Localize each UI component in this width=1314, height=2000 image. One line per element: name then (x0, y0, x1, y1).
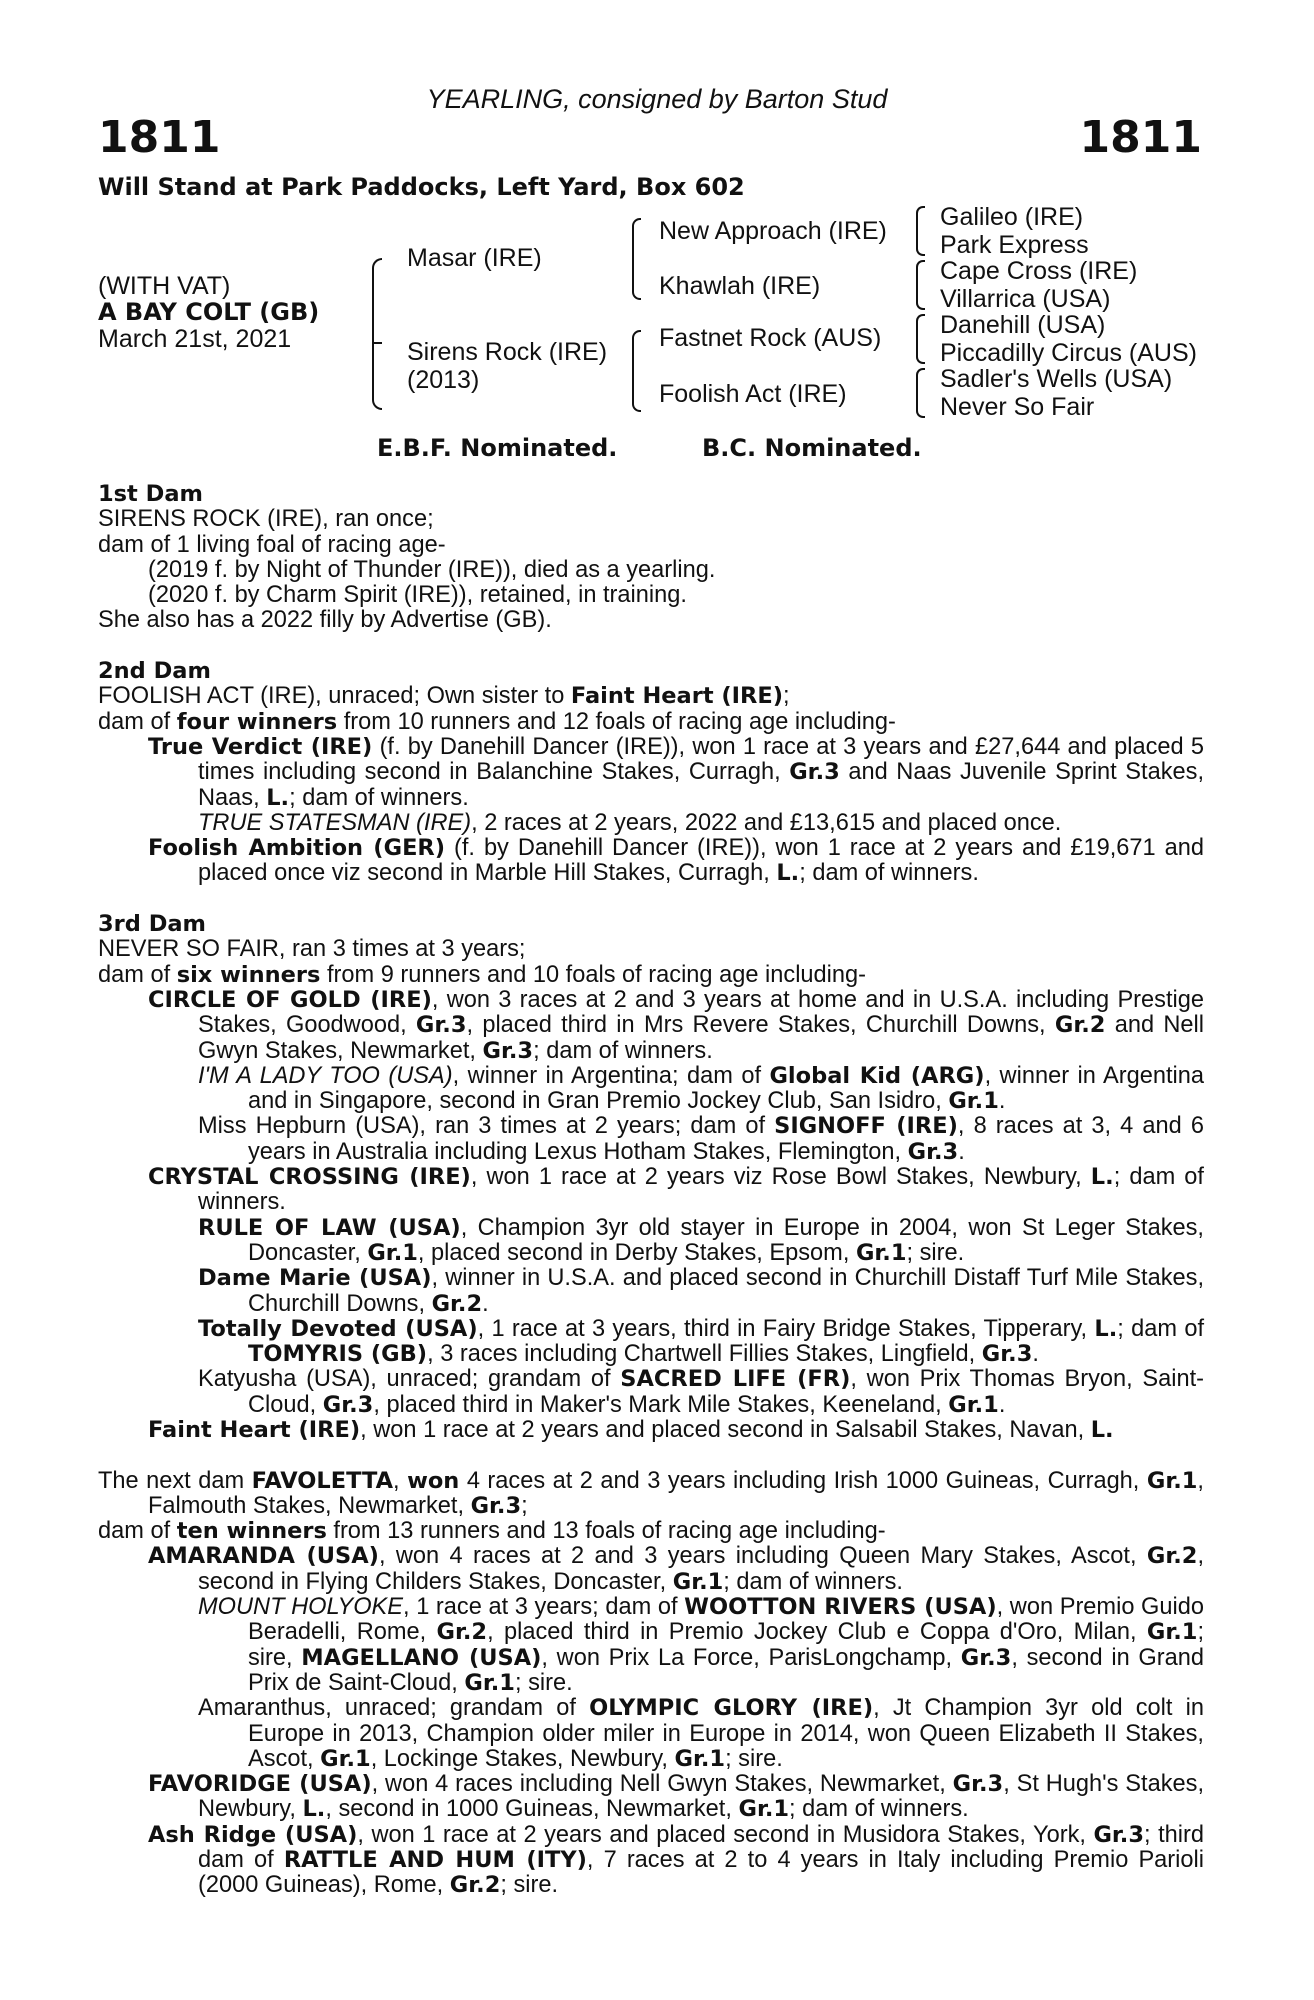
entry-text: , won 1 race at 2 years and placed second in Salsabil Stakes, Navan, (360, 1416, 1091, 1443)
pedigree-entry (98, 507, 1204, 532)
entry-text: , won 4 races at 2 and 3 years including Queen Mary Stakes, Ascot, (378, 1543, 1147, 1570)
bold-text: Ash Ridge (USA) (148, 1821, 358, 1848)
consignment-line: YEARLING, consigned by Barton Stud (426, 84, 888, 114)
pedigree-entry (98, 533, 1204, 558)
entry-text: ; dam of winners. (723, 1568, 903, 1595)
entry-text: . (482, 1290, 489, 1317)
entry-text: , placed third in Mrs Revere Stakes, Churchill Downs, (466, 1012, 1055, 1039)
pedigree-brace-dam (372, 338, 382, 410)
entry-text: , won Prix Thomas Bryon, Saint-Cloud, (248, 1366, 1204, 1418)
bold-text: Gr.1 (1146, 1467, 1198, 1494)
entry-text: , St Hugh's Stakes, Newbury, (198, 1771, 1204, 1823)
pedigree-entry (98, 811, 1204, 836)
entry-text: . (998, 1088, 1006, 1115)
entry-text: , won Premio Guido Beradelli, Rome, (248, 1594, 1205, 1646)
grand-brace-4 (916, 368, 925, 418)
entry-text: ; dam of winners. (789, 1796, 969, 1823)
horse-description: A BAY COLT (GB) (98, 298, 320, 326)
entry-text: , won 3 races at 2 and 3 years at home and in U.S.A. including Prestige Stakes, Goodwood, (198, 986, 1205, 1039)
entry-text: (2020 f. by Charm Spirit (IRE)), retained, in training. (148, 582, 687, 609)
bold-text: Gr.3 (952, 1771, 1004, 1798)
entry-text: ; dam of winners. (198, 1164, 1204, 1216)
pedigree-entry (98, 1595, 1204, 1696)
entry-text: ; dam of winners. (289, 784, 469, 811)
bold-text: MAGELLANO (USA) (301, 1644, 542, 1671)
italic-text: TRUE STATESMAN (IRE) (198, 809, 472, 836)
great-grandparent-7: Sadler's Wells (USA) (940, 365, 1173, 393)
great-grandparent-4: Villarrica (USA) (940, 285, 1111, 313)
entry-text: , 2 races at 2 years, 2022 and £13,615 and placed once. (471, 809, 1062, 836)
dam-line-brace (632, 330, 641, 412)
bold-text: Gr.3 (789, 759, 840, 786)
bold-text: L. (1090, 1164, 1114, 1191)
sire-line-brace (632, 218, 641, 300)
bold-text: Foolish Ambition (GER) (148, 835, 446, 862)
entry-text: , won 4 races including Nell Gwyn Stakes, Newmarket, (371, 1771, 953, 1798)
pedigree-entry (98, 1696, 1204, 1772)
vat-note: (WITH VAT) (98, 272, 231, 300)
dam-sire: Fastnet Rock (AUS) (659, 324, 882, 352)
entry-text: Katyusha (USA), unraced; grandam of (198, 1366, 621, 1393)
entry-text: . (998, 1391, 1006, 1418)
entry-text: , 1 race at 3 years, third in Fairy Bridge Stakes, Tipperary, (477, 1315, 1095, 1342)
dam-section (98, 1469, 1204, 1899)
entry-text: 4 races at 2 and 3 years including Irish 1000 Guineas, Curragh, (459, 1467, 1147, 1494)
entry-text: , 8 races at 3, 4 and 6 years in Australia including Lexus Hotham Stakes, Flemington, (248, 1113, 1204, 1165)
bold-text: Gr.3 (470, 1492, 522, 1519)
bold-text: Global Kid (ARG) (769, 1062, 985, 1089)
entry-text: FOOLISH ACT (IRE), unraced; Own sister to (98, 683, 571, 710)
entry-text: Amaranthus, unraced; grandam of (198, 1695, 590, 1722)
pedigree-entry (98, 608, 1204, 633)
entry-text: NEVER SO FAIR, ran 3 times at 3 years; (98, 936, 526, 963)
bold-text: L. (1094, 1315, 1118, 1342)
great-grandparent-3: Cape Cross (IRE) (940, 257, 1138, 285)
catalogue-body (98, 482, 1204, 1924)
pedigree-entry (98, 1114, 1204, 1165)
entry-text: ; dam of (1117, 1315, 1204, 1342)
bold-text: won (407, 1467, 460, 1494)
section-heading: 1st Dam (98, 481, 203, 507)
bold-text: Faint Heart (IRE) (148, 1416, 361, 1443)
entry-text: , Champion 3yr old stayer in Europe in 2004, won St Leger Stakes, Doncaster, (248, 1214, 1204, 1266)
entry-text: She also has a 2022 filly by Advertise (GB). (98, 607, 552, 634)
bold-text: Gr.1 (1146, 1619, 1198, 1646)
bold-text: Gr.3 (322, 1391, 374, 1418)
great-grandparent-1: Galileo (IRE) (940, 203, 1084, 231)
entry-text: , Lockinge Stakes, Newbury, (370, 1745, 675, 1772)
entry-text: ; sire. (514, 1669, 573, 1696)
bold-text: OLYMPIC GLORY (IRE) (589, 1695, 874, 1722)
entry-text: ; sire, (248, 1619, 1205, 1671)
entry-text: (f. by Danehill Dancer (IRE)), won 1 race at 2 years and £19,671 and placed once viz second in Marble Hill Stakes, Curragh, (198, 835, 1204, 887)
entry-text: dam of 1 living foal of racing age- (98, 531, 446, 558)
entry-text: , won 1 race at 2 years and placed second in Musidora Stakes, York, (357, 1821, 1094, 1848)
section-heading: 3rd Dam (98, 911, 206, 938)
bold-text: four winners (176, 708, 338, 735)
dam-dam: Foolish Act (IRE) (659, 380, 847, 408)
bold-text: CIRCLE OF GOLD (IRE) (148, 986, 432, 1013)
entry-text: , won Prix La Force, ParisLongchamp, (541, 1644, 961, 1671)
dam-year: (2013) (407, 366, 480, 394)
pedigree-entry (98, 1367, 1204, 1418)
entry-text: (f. by Danehill Dancer (IRE)), won 1 race at 3 years and £27,644 and placed 5 times including second in Balanchine Stakes, Curragh, (198, 733, 1204, 786)
bold-text: FAVORIDGE (USA) (148, 1771, 372, 1798)
bold-text: TOMYRIS (GB) (248, 1341, 428, 1368)
dam-name: Sirens Rock (IRE) (407, 338, 608, 366)
pedigree-entry (98, 1823, 1204, 1899)
entry-text: ; third dam of (198, 1821, 1204, 1874)
bold-text: Gr.2 (1054, 1012, 1106, 1039)
great-grandparent-5: Danehill (USA) (940, 311, 1106, 339)
pedigree-entry (98, 836, 1204, 887)
pedigree-entry (98, 1544, 1204, 1595)
bold-text: WOOTTON RIVERS (USA) (684, 1594, 997, 1621)
pedigree-entry (98, 1064, 1204, 1115)
pedigree-entry (98, 710, 1204, 735)
bold-text: Gr.1 (674, 1745, 726, 1772)
entry-text: , 1 race at 3 years; dam of (403, 1594, 685, 1621)
ebf-nomination: E.B.F. Nominated. (377, 434, 618, 462)
pedigree-entry (98, 1216, 1204, 1267)
pedigree-entry (98, 583, 1204, 608)
lot-number-left: 1811 (98, 112, 221, 163)
bold-text: RULE OF LAW (USA) (198, 1214, 461, 1241)
entry-text: Miss Hepburn (USA), ran 3 times at 2 years; dam of (198, 1113, 775, 1140)
entry-text: , (393, 1467, 408, 1494)
entry-text: , placed third in Maker's Mark Mile Stakes, Keeneland, (373, 1391, 949, 1418)
entry-text: dam of (98, 1518, 177, 1545)
entry-text: dam of (98, 708, 177, 735)
entry-text: and Naas Juvenile Sprint Stakes, Naas, (198, 759, 1204, 811)
pedigree-entry (98, 1165, 1204, 1216)
bold-text: L. (302, 1796, 326, 1823)
entry-text: , Jt Champion 3yr old colt in Europe in 2013, Champion older miler in Europe in 2014, won Queen Elizabeth II Stakes, Ascot, (248, 1695, 1204, 1772)
lot-number-right: 1811 (1079, 112, 1202, 163)
entry-text: ; sire. (906, 1239, 965, 1266)
great-grandparent-2: Park Express (940, 231, 1089, 259)
bc-nomination: B.C. Nominated. (702, 434, 922, 462)
pedigree-entry (98, 988, 1204, 1064)
pedigree-entry (98, 558, 1204, 583)
entry-text: , placed second in Derby Stakes, Epsom, (417, 1239, 856, 1266)
entry-text: . (1032, 1341, 1039, 1368)
entry-text: , won 1 race at 2 years viz Rose Bowl Stakes, Newbury, (470, 1164, 1091, 1191)
entry-text: ; (783, 683, 790, 710)
pedigree-entry (98, 1317, 1204, 1368)
bold-text: Gr.1 (464, 1669, 515, 1696)
pedigree-entry (98, 684, 1204, 709)
bold-text: L. (266, 784, 290, 811)
grand-brace-3 (916, 314, 925, 364)
entry-text: , 7 races at 2 to 4 years in Italy including Premio Parioli (2000 Guineas), Rome, (198, 1847, 1205, 1899)
pedigree-brace-sire (372, 258, 382, 344)
entry-text: , winner in U.S.A. and placed second in Churchill Distaff Turf Mile Stakes, Churchill Downs, (248, 1265, 1205, 1317)
dam-section (98, 482, 1204, 634)
section-heading: 2nd Dam (98, 658, 211, 685)
sire-name: Masar (IRE) (407, 244, 542, 272)
bold-text: RATTLE AND HUM (ITY) (283, 1847, 587, 1874)
bold-text: Gr.3 (907, 1138, 959, 1165)
entry-text: from 9 runners and 10 foals of racing age including- (320, 961, 867, 988)
bold-text: Gr.3 (482, 1037, 534, 1064)
entry-text: , winner in Argentina; dam of (452, 1062, 770, 1089)
bold-text: six winners (176, 961, 321, 988)
bold-text: L. (1090, 1416, 1114, 1443)
great-grandparent-6: Piccadilly Circus (AUS) (940, 339, 1197, 367)
italic-text: I'M A LADY TOO (USA) (198, 1062, 453, 1089)
bold-text: ten winners (176, 1518, 327, 1545)
entry-text: ; dam of winners. (799, 860, 979, 887)
pedigree-entry (98, 1469, 1204, 1520)
bold-text: Gr.1 (948, 1088, 999, 1115)
foaling-date: March 21st, 2021 (98, 325, 292, 353)
bold-text: AMARANDA (USA) (148, 1543, 379, 1570)
entry-text: ; sire. (725, 1745, 783, 1772)
bold-text: Gr.1 (738, 1796, 790, 1823)
pedigree-entry (98, 1266, 1204, 1317)
entry-text: The next dam (98, 1467, 252, 1494)
stand-location: Will Stand at Park Paddocks, Left Yard, Box 602 (98, 173, 745, 201)
entry-text: from 13 runners and 13 foals of racing age including- (326, 1518, 886, 1545)
bold-text: Gr.2 (436, 1619, 488, 1646)
bold-text: Gr.1 (320, 1745, 371, 1772)
entry-text: , placed third in Premio Jockey Club e Coppa d'Oro, Milan, (487, 1619, 1147, 1646)
pedigree-entry (98, 963, 1204, 988)
bold-text: Gr.2 (449, 1872, 501, 1899)
entry-text: ; dam of winners. (533, 1037, 713, 1064)
dam-section (98, 912, 1204, 1443)
bold-text: FAVOLETTA (251, 1467, 394, 1494)
entry-text: , second in 1000 Guineas, Newmarket, (325, 1796, 739, 1823)
entry-text: ; (521, 1492, 528, 1519)
bold-text: L. (776, 860, 800, 887)
bold-text: Gr.3 (981, 1341, 1033, 1368)
bold-text: Totally Devoted (USA) (198, 1315, 478, 1342)
bold-text: Gr.3 (1093, 1821, 1145, 1848)
pedigree-entry (98, 735, 1204, 811)
italic-text: MOUNT HOLYOKE (198, 1594, 404, 1621)
bold-text: Gr.1 (948, 1391, 999, 1418)
bold-text: Faint Heart (IRE) (570, 683, 784, 710)
entry-text: . (958, 1138, 965, 1165)
bold-text: Gr.1 (672, 1568, 724, 1595)
grand-brace-1 (916, 206, 925, 256)
entry-text: dam of (98, 961, 177, 988)
pedigree-entry (98, 1772, 1204, 1823)
grand-brace-2 (916, 260, 925, 310)
entry-text: SIRENS ROCK (IRE), ran once; (98, 506, 434, 533)
bold-text: Gr.1 (367, 1239, 418, 1266)
entry-text: and Nell Gwyn Stakes, Newmarket, (198, 1012, 1204, 1064)
entry-text: , second in Flying Childers Stakes, Doncaster, (198, 1543, 1204, 1595)
bold-text: Gr.3 (960, 1644, 1012, 1671)
entry-text: , second in Grand Prix de Saint-Cloud, (248, 1644, 1204, 1696)
entry-text: ; sire. (500, 1872, 559, 1899)
pedigree-entry (98, 1418, 1204, 1443)
bold-text: True Verdict (IRE) (148, 733, 373, 760)
bold-text: Dame Marie (USA) (198, 1265, 432, 1292)
entry-text: from 10 runners and 12 foals of racing age including- (337, 708, 896, 735)
entry-text: , Falmouth Stakes, Newmarket, (148, 1467, 1204, 1519)
bold-text: Gr.2 (431, 1290, 483, 1317)
entry-text: , winner in Argentina and in Singapore, second in Gran Premio Jockey Club, San Isidro, (248, 1062, 1204, 1115)
bold-text: Gr.2 (1146, 1543, 1198, 1570)
sire-dam: Khawlah (IRE) (659, 272, 821, 300)
pedigree-entry (98, 1519, 1204, 1544)
great-grandparent-8: Never So Fair (940, 393, 1095, 421)
entry-text: (2019 f. by Night of Thunder (IRE)), died as a yearling. (148, 556, 716, 583)
dam-section (98, 659, 1204, 887)
pedigree-entry (98, 937, 1204, 962)
bold-text: Gr.1 (855, 1239, 907, 1266)
bold-text: Gr.3 (415, 1012, 467, 1039)
entry-text: , 3 races including Chartwell Fillies Stakes, Lingfield, (427, 1341, 982, 1368)
bold-text: SIGNOFF (IRE) (774, 1113, 958, 1140)
bold-text: CRYSTAL CROSSING (IRE) (148, 1164, 471, 1191)
bold-text: SACRED LIFE (FR) (620, 1366, 851, 1393)
sire-sire: New Approach (IRE) (659, 217, 887, 245)
